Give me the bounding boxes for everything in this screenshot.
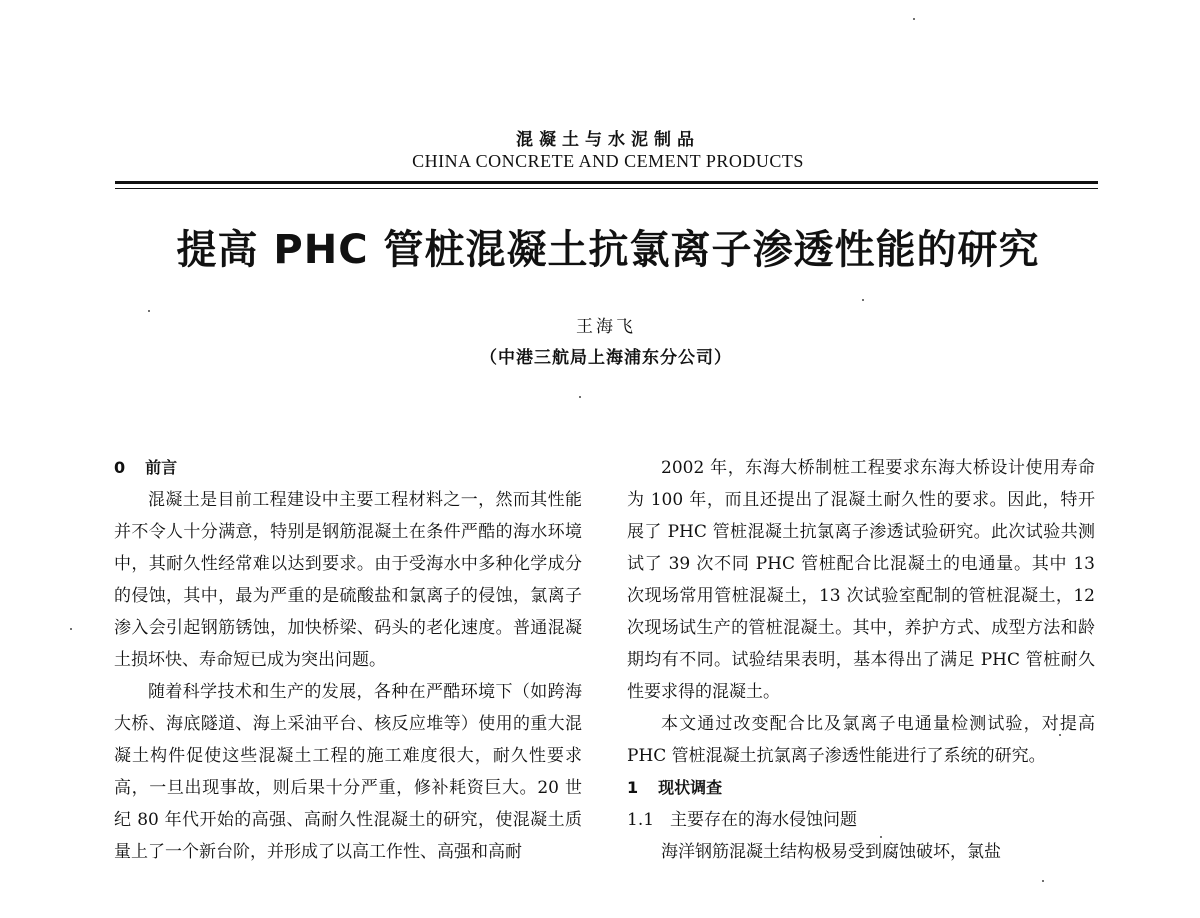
subsection-heading-1-1 (627, 804, 1095, 836)
section-title: 前言 (145, 458, 178, 477)
journal-name-cn: 混凝土与水泥制品 (516, 130, 700, 150)
body-paragraph: 本文通过改变配合比及氯离子电通量检测试验，对提高 PHC 管桩混凝土抗氯离子渗透性能进行了系统的研究。 (627, 714, 1095, 766)
author-affiliation: （中港三航局上海浦东分公司） (480, 348, 732, 368)
scan-speck (862, 299, 864, 301)
scan-speck (579, 396, 581, 398)
scan-speck (1059, 734, 1061, 736)
body-paragraph: 2002 年，东海大桥制桩工程要求东海大桥设计使用寿命为 100 年，而且还提出了混凝土耐久性的要求。因此，特开展了 PHC 管桩混凝土抗氯离子渗透试验研究。此次试验共测试了 39 次不同 PHC 管桩配合比混凝土的电通量。其中 13 次现场常用管桩混凝土，13 次试验室配制的管桩混凝土，12 次现场试生产的管桩混凝土。其中，养护方式、成型方法和龄期均有不同。试验结果表明，基本得出了满足 PHC 管桩耐久性要求得的混凝土。 (627, 458, 1095, 702)
section-number: 1 (627, 778, 639, 797)
scan-speck (880, 836, 882, 838)
journal-name-en: CHINA CONCRETE AND CEMENT PRODUCTS (412, 151, 804, 171)
header-rule-thick (115, 181, 1098, 184)
section-number: 0 (114, 458, 126, 477)
author-name: 王海飞 (576, 317, 636, 337)
right-column (627, 452, 1095, 868)
body-paragraph: 随着科学技术和生产的发展，各种在严酷环境下（如跨海大桥、海底隧道、海上采油平台、核反应堆等）使用的重大混凝土构件促使这些混凝土工程的施工难度很大，耐久性要求高，一旦出现事故，则后果十分严重，修补耗资巨大。20 世纪 80 年代开始的高强、高耐久性混凝土的研究，使混凝土质量上了一个新台阶，并形成了以高工作性、高强和高耐 (114, 682, 582, 862)
subsection-number: 1.1 (627, 810, 655, 830)
section-heading-0 (114, 452, 582, 484)
scan-speck (913, 18, 915, 20)
section-title: 现状调查 (658, 778, 723, 797)
header-rule-thin (115, 188, 1098, 189)
scan-speck (70, 628, 72, 630)
subsection-title: 主要存在的海水侵蚀问题 (670, 810, 858, 830)
body-paragraph: 混凝土是目前工程建设中主要工程材料之一，然而其性能并不令人十分满意，特别是钢筋混凝土在条件严酷的海水环境中，其耐久性经常难以达到要求。由于受海水中多种化学成分的侵蚀，其中，最为严重的是硫酸盐和氯离子的侵蚀，氯离子渗入会引起钢筋锈蚀，加快桥梁、码头的老化速度。普通混凝土损坏快、寿命短已成为突出问题。 (114, 490, 582, 670)
body-paragraph: 海洋钢筋混凝土结构极易受到腐蚀破坏，氯盐 (661, 842, 1001, 862)
section-heading-1 (627, 772, 1095, 804)
article-title: 提高 PHC 管桩混凝土抗氯离子渗透性能的研究 (176, 227, 1040, 273)
left-column (114, 452, 582, 868)
scan-speck (1042, 880, 1044, 882)
scan-speck (148, 310, 150, 312)
